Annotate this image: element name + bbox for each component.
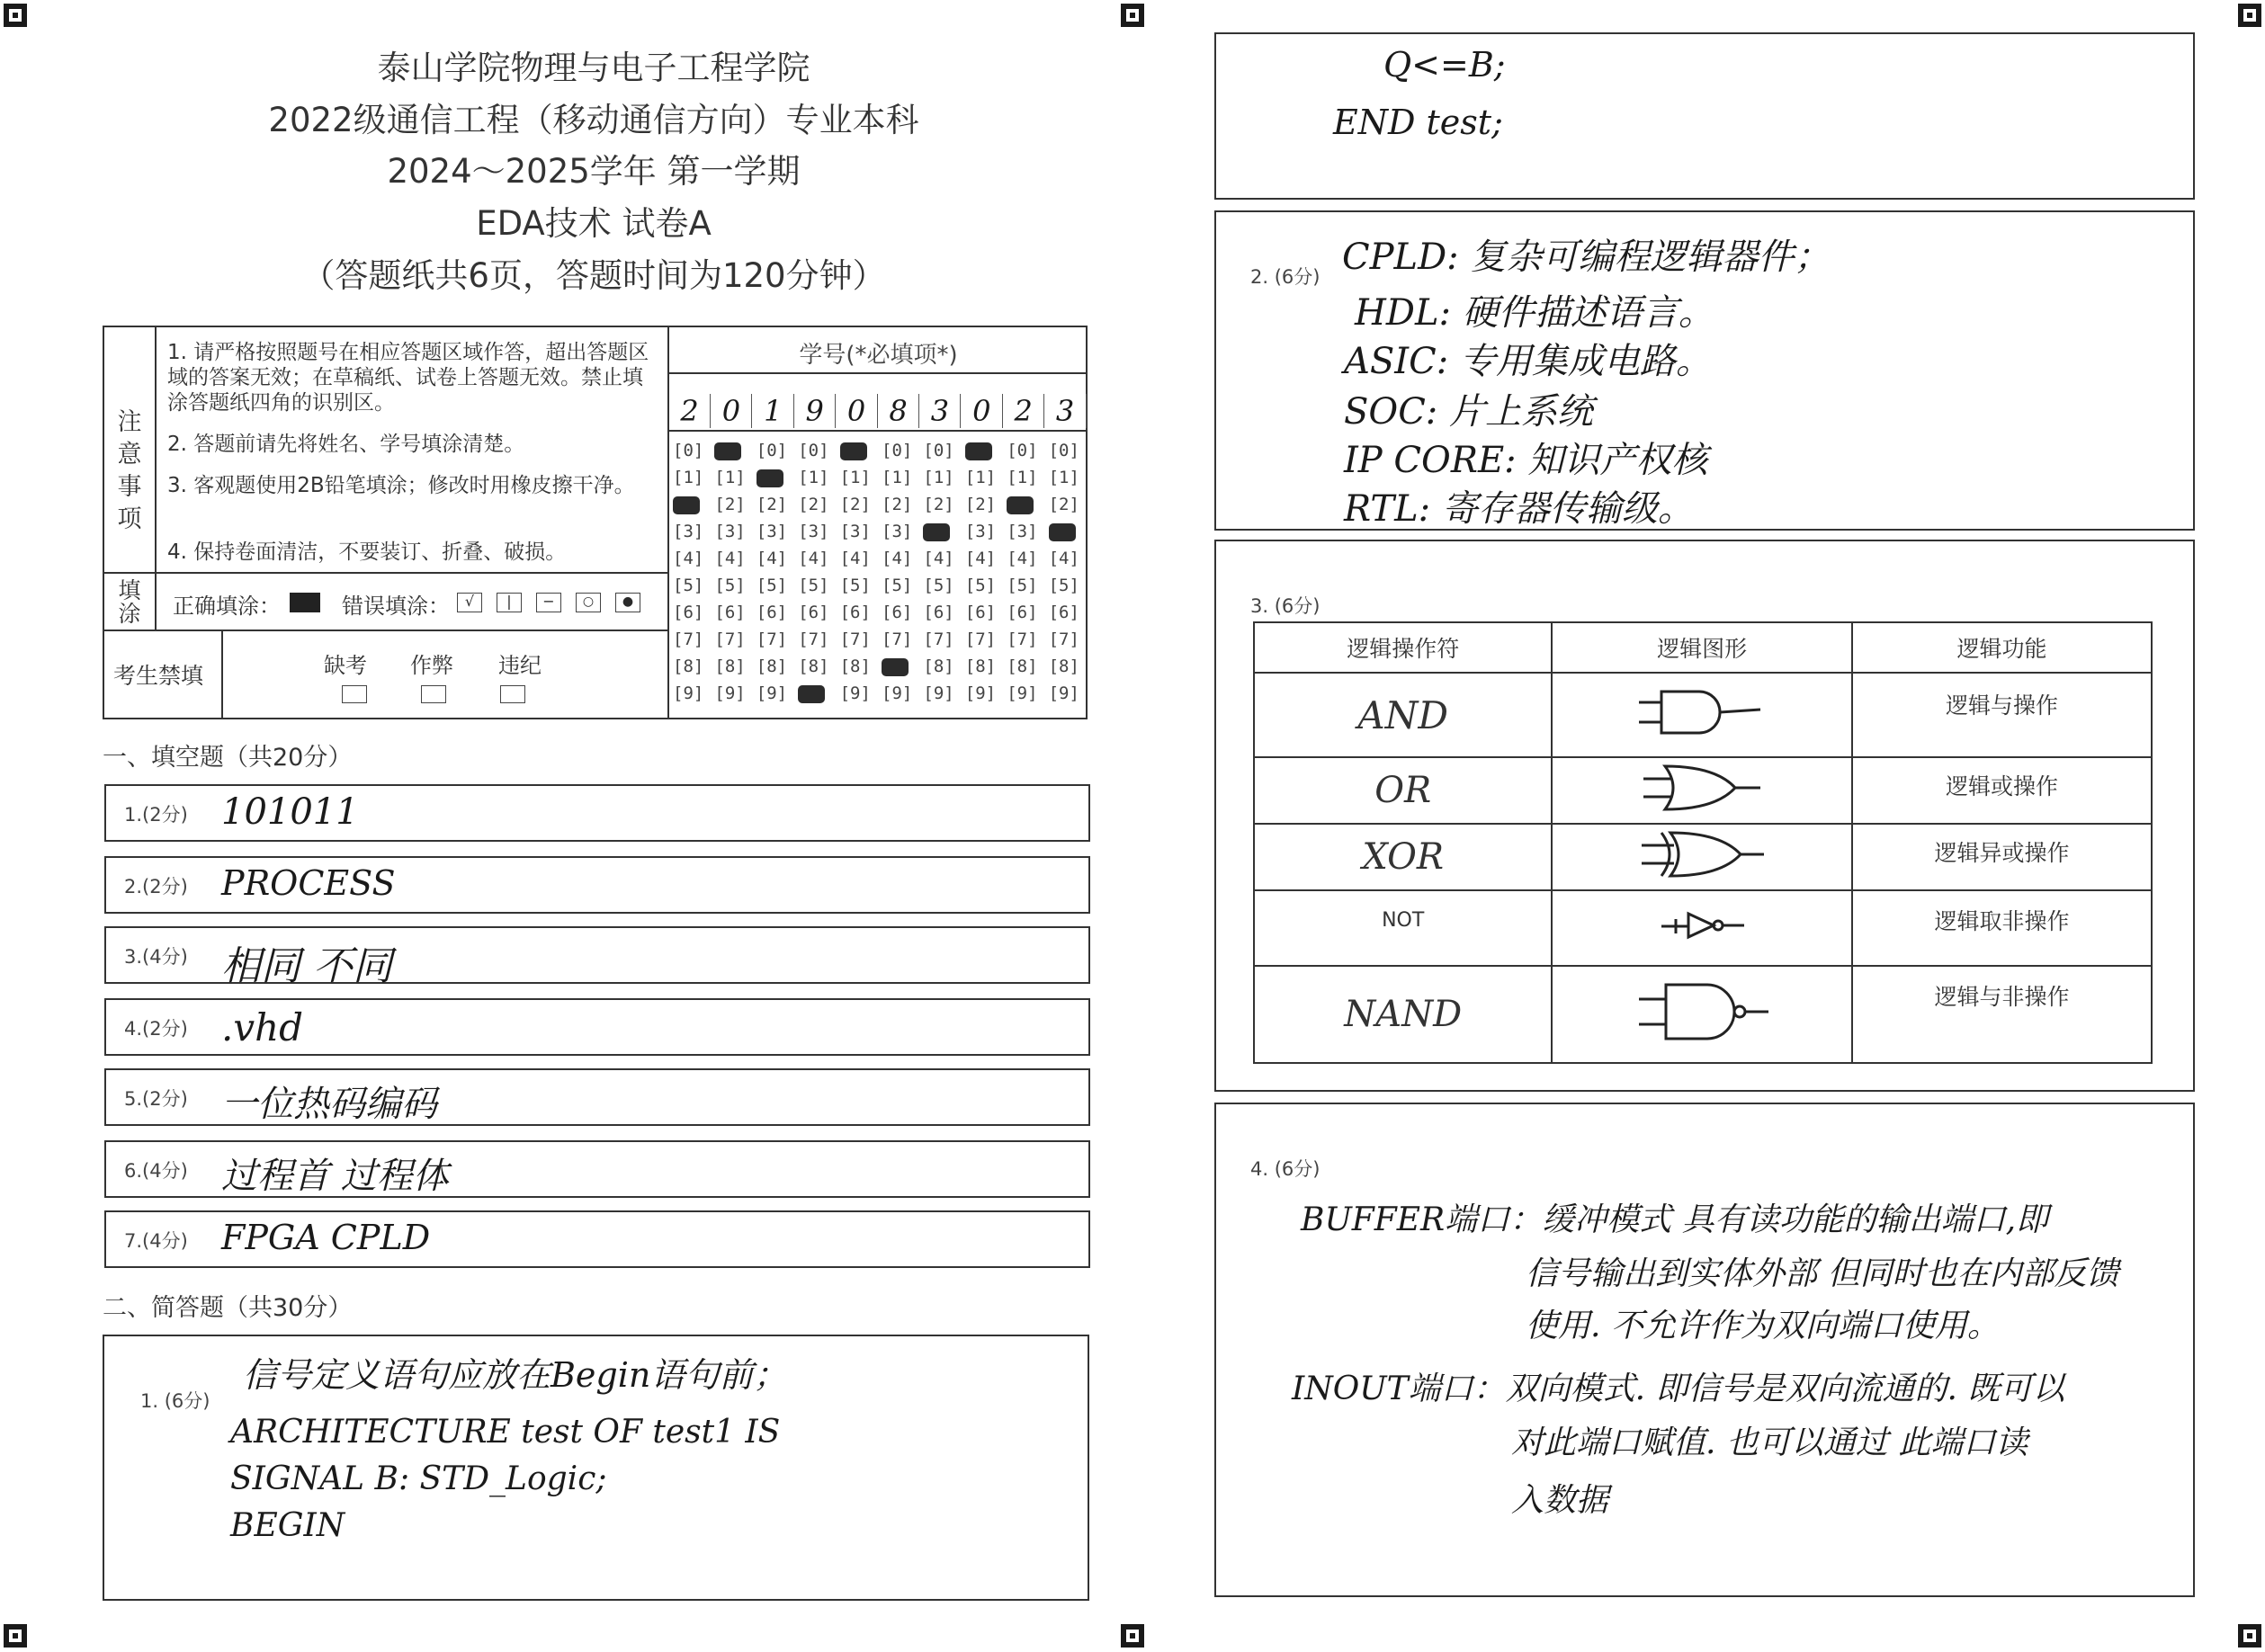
logic-op-or: OR [1254,757,1552,824]
header-exam: EDA技术 试卷A [476,204,712,243]
q1-line-1: 信号定义语句应放在Begin语句前； [243,1355,788,1395]
student-id-bubble[interactable]: [7] [882,630,913,649]
fill-blank-answer-1: 101011 [221,791,359,833]
student-id-bubble[interactable]: [4] [964,549,997,568]
notice-item-3: 3. 客观题使用2B铅笔填涂；修改时用橡皮擦干净。 [167,474,635,497]
student-id-bubble[interactable]: [0] [756,441,788,460]
student-id-filled-bubble[interactable] [798,685,825,703]
fill-blank-answer-7: FPGA CPLD [221,1218,431,1257]
corner-marker-top-left [4,4,27,27]
student-id-digit-7: 3 [919,394,961,428]
corner-marker-bottom-right [2238,1624,2261,1648]
correct-fill-label: 正确填涂： [173,594,281,619]
student-id-bubble[interactable]: [5] [673,576,704,595]
wrong-fill-label: 错误填涂： [342,594,450,619]
student-id-bubble[interactable]: [7] [798,630,829,649]
student-id-digit-9: 2 [1003,394,1044,428]
student-id-bubble[interactable]: [4] [798,549,829,568]
violation-checkbox[interactable] [500,685,525,703]
q4-label: 4. (6分) [1250,1158,1321,1180]
student-id-bubble[interactable]: [1] [839,468,871,487]
logic-func-not: 逻辑取非操作 [1852,890,2152,966]
q4-line-1: BUFFER端口：缓冲模式 具有读功能的输出端口,即 [1301,1201,2049,1238]
student-id-filled-bubble[interactable] [840,442,867,460]
student-id-bubble[interactable]: [6] [798,603,829,622]
student-id-bubble[interactable]: [4] [839,549,871,568]
forbidden-label: 考生禁填 [113,663,204,689]
student-id-bubble[interactable]: [2] [923,495,954,514]
fill-blank-label-5: 5.(2分) [124,1088,188,1110]
q2-line-1: CPLD: 复杂可编程逻辑器件； [1342,237,1831,278]
forbidden-absent-label: 缺考 [324,653,367,678]
fill-blank-answer-2: PROCESS [221,863,396,903]
student-id-bubble[interactable]: [0] [798,441,829,460]
student-id-bubble[interactable]: [7] [923,630,954,649]
fill-blank-box-3[interactable] [104,926,1090,989]
student-id-digit-1: 2 [669,394,711,428]
logic-header-operator: 逻辑操作符 [1254,622,1552,673]
fill-blank-label-6: 6.(4分) [124,1160,188,1182]
student-id-bubble[interactable]: [5] [756,576,788,595]
q4-line-5: 对此端口赋值. 也可以通过 此端口读 [1511,1424,2028,1461]
student-id-bubble[interactable]: [1] [882,468,913,487]
student-id-bubble[interactable]: [9] [839,683,871,703]
student-id-digit-8: 0 [962,394,1003,428]
q2-label: 2. (6分) [1250,266,1321,288]
student-id-bubble[interactable]: [3] [714,522,746,541]
student-id-bubble[interactable]: [9] [964,683,997,703]
student-id-bubble[interactable]: [5] [923,576,954,595]
student-id-bubble[interactable]: [8] [798,656,829,676]
not-gate-symbol [1552,890,1851,966]
corner-marker-top-center [1121,4,1144,27]
student-id-bubble[interactable]: [4] [714,549,746,568]
q4-line-3: 使用. 不允许作为双向端口使用。 [1526,1308,2000,1344]
student-id-bubble[interactable]: [6] [923,603,954,622]
student-id-bubble[interactable]: [9] [756,683,788,703]
student-id-bubble[interactable]: [3] [798,522,829,541]
student-id-bubble[interactable]: [3] [756,522,788,541]
and-gate-symbol [1552,673,1851,757]
student-id-bubble[interactable]: [1] [714,468,746,487]
fill-blank-label-4: 4.(2分) [124,1018,188,1040]
header-note: （答题纸共6页，答题时间为120分钟） [301,256,886,295]
xor-gate-symbol [1552,824,1851,890]
student-id-bubble[interactable]: [9] [882,683,913,703]
student-id-title: 学号(*必填项*) [799,342,958,369]
wrong-fill-sample-1: √ [457,593,482,612]
forbidden-cheat-label: 作弊 [410,653,453,678]
student-id-bubble[interactable]: [8] [714,656,746,676]
student-id-bubble[interactable]: [7] [714,630,746,649]
student-id-filled-bubble[interactable] [756,469,783,487]
fill-blank-box-1[interactable] [104,784,1090,842]
q1-label: 1. (6分) [140,1390,210,1412]
corner-marker-top-right [2238,4,2261,27]
fill-blank-answer-6: 过程首 过程体 [221,1156,449,1197]
student-id-bubble[interactable]: [6] [839,603,871,622]
q1-line-2: ARCHITECTURE test OF test1 IS [230,1414,781,1451]
student-id-bubble[interactable]: [4] [882,549,913,568]
q4-line-4: INOUT端口：双向模式. 即信号是双向流通的. 既可以 [1292,1371,2065,1407]
cheat-checkbox[interactable] [421,685,446,703]
student-id-filled-bubble[interactable] [965,442,992,460]
student-id-bubble[interactable]: [7] [673,630,704,649]
header-term: 2024～2025学年 第一学期 [387,152,801,191]
fill-blank-answer-4: .vhd [221,1005,304,1049]
wrong-fill-sample-2: | [497,593,522,612]
fill-blank-label-2: 2.(2分) [124,876,188,897]
notice-item-4: 4. 保持卷面清洁，不要装订、折叠、破损。 [167,540,567,564]
logic-func-or: 逻辑或操作 [1852,757,2152,824]
logic-op-and: AND [1254,673,1552,757]
student-id-bubble[interactable]: [0] [673,441,704,460]
notice-item-2: 2. 答题前请先将姓名、学号填涂清楚。 [167,433,525,456]
student-id-bubble[interactable]: [8] [1007,656,1038,676]
student-id-filled-bubble[interactable] [714,442,741,460]
q1-cont-line-1: Q<=B; [1383,45,1506,85]
absent-checkbox[interactable] [342,685,367,703]
student-id-bubble[interactable]: [0] [1048,441,1079,460]
logic-func-nand: 逻辑与非操作 [1852,966,2152,1063]
student-id-bubble[interactable]: [3] [964,522,997,541]
short-answer-box-4[interactable] [1214,1103,2195,1597]
fill-blank-answer-3: 相同 不同 [221,943,392,989]
student-id-bubble[interactable]: [6] [714,603,746,622]
student-id-bubble[interactable]: [0] [923,441,954,460]
student-id-bubble[interactable]: [1] [1007,468,1038,487]
student-id-bubble[interactable]: [4] [1048,549,1079,568]
q3-label: 3. (6分) [1250,595,1321,617]
student-id-bubble[interactable]: [2] [1048,495,1079,514]
fill-blank-label-3: 3.(4分) [124,946,188,968]
q1-line-3: SIGNAL B: STD_Logic; [230,1460,607,1497]
student-id-bubble[interactable]: [5] [882,576,913,595]
student-id-bubble[interactable]: [1] [673,468,704,487]
student-id-bubble[interactable]: [3] [839,522,871,541]
student-id-bubble[interactable]: [8] [673,656,704,676]
wrong-fill-sample-5: ● [615,593,640,612]
wrong-fill-sample-4: ○ [576,593,601,612]
student-id-bubble[interactable]: [9] [673,683,704,703]
short-answer-box-1[interactable] [103,1335,1089,1601]
student-id-digit-3: 1 [753,394,794,428]
student-id-bubble[interactable]: [4] [673,549,704,568]
student-id-bubble[interactable]: [8] [1048,656,1079,676]
notice-side-label: 注意事项 [117,408,142,533]
student-id-bubble[interactable]: [7] [839,630,871,649]
student-id-bubble[interactable]: [9] [923,683,954,703]
logic-header-function: 逻辑功能 [1852,622,2152,673]
student-id-bubble[interactable]: [1] [964,468,997,487]
forbidden-violation-label: 违纪 [498,653,542,678]
fill-blank-box-5[interactable] [104,1068,1090,1126]
fill-blank-label-7: 7.(4分) [124,1230,188,1252]
logic-op-xor: XOR [1254,824,1552,890]
student-id-digit-5: 0 [837,394,878,428]
student-id-bubble[interactable]: [5] [798,576,829,595]
student-id-bubble[interactable]: [2] [756,495,788,514]
student-id-bubble[interactable]: [3] [673,522,704,541]
student-id-bubble[interactable]: [5] [1007,576,1038,595]
wrong-fill-sample-3: − [536,593,561,612]
logic-op-not: NOT [1254,890,1552,966]
student-id-bubble[interactable]: [8] [964,656,997,676]
section1-title: 一、填空题（共20分） [103,744,353,772]
fill-blank-answer-5: 一位热码编码 [221,1084,437,1125]
student-id-bubble[interactable]: [8] [923,656,954,676]
notice-item-1: 1. 请严格按照题号在相应答题区域作答，超出答题区域的答案无效；在草稿纸、试卷上答题无效。禁止填涂答题纸四角的识别区。 [167,341,649,415]
student-id-bubble[interactable]: [7] [1048,630,1079,649]
student-id-bubble[interactable]: [6] [882,603,913,622]
student-id-bubble[interactable]: [1] [1048,468,1079,487]
logic-header-symbol: 逻辑图形 [1552,622,1851,673]
student-id-bubble[interactable]: [7] [964,630,997,649]
q2-line-5: IP CORE: 知识产权核 [1344,440,1708,481]
short-answer-box-2[interactable] [1214,210,2195,531]
q4-line-6: 入数据 [1511,1482,1609,1519]
student-id-bubble[interactable]: [6] [1007,603,1038,622]
student-id-digit-2: 0 [711,394,752,428]
student-id-bubble[interactable]: [5] [1048,576,1079,595]
q2-line-2: HDL: 硬件描述语言。 [1355,292,1714,334]
fill-blank-box-6[interactable] [104,1140,1090,1198]
header-school: 泰山学院物理与电子工程学院 [377,49,810,87]
fill-blank-box-2[interactable] [104,856,1090,914]
nand-gate-symbol [1552,966,1851,1063]
student-id-bubble[interactable]: [0] [1007,441,1038,460]
student-id-bubble[interactable]: [6] [756,603,788,622]
student-id-bubble[interactable]: [2] [964,495,997,514]
q2-line-4: SOC: 片上系统 [1344,391,1593,433]
student-id-digit-4: 9 [794,394,836,428]
student-id-bubble[interactable]: [4] [1007,549,1038,568]
student-id-bubble[interactable]: [3] [882,522,913,541]
student-id-bubble[interactable]: [6] [673,603,704,622]
logic-op-nand: NAND [1254,966,1552,1063]
student-id-bubble[interactable]: [5] [839,576,871,595]
section2-title: 二、简答题（共30分） [103,1294,353,1322]
header-major: 2022级通信工程（移动通信方向）专业本科 [268,101,919,139]
corner-marker-bottom-center [1121,1624,1144,1648]
q1-cont-line-2: END test; [1333,103,1503,142]
logic-table [1253,621,2153,1064]
student-id-filled-bubble[interactable] [1007,496,1034,514]
student-id-filled-bubble[interactable] [882,658,909,676]
student-id-bubble[interactable]: [0] [882,441,913,460]
student-id-bubble[interactable]: [2] [882,495,913,514]
fill-label: 填涂 [118,577,141,627]
or-gate-symbol [1552,757,1851,824]
student-id-filled-bubble[interactable] [1049,523,1076,541]
student-id-bubble[interactable]: [5] [964,576,997,595]
student-id-bubble[interactable]: [4] [923,549,954,568]
q2-line-6: RTL: 寄存器传输级。 [1344,488,1694,530]
fill-blank-label-1: 1.(2分) [124,804,188,826]
student-id-bubble[interactable]: [7] [756,630,788,649]
corner-marker-bottom-left [4,1624,27,1648]
student-id-bubble[interactable]: [4] [756,549,788,568]
student-id-filled-bubble[interactable] [673,496,700,514]
correct-fill-sample [290,593,320,612]
short-answer-box-1-continued[interactable] [1214,32,2195,200]
q4-line-2: 信号输出到实体外部 但同时也在内部反馈 [1526,1255,2119,1292]
logic-func-xor: 逻辑异或操作 [1852,824,2152,890]
student-id-bubble[interactable]: [3] [1007,522,1038,541]
logic-func-and: 逻辑与操作 [1852,673,2152,757]
student-id-bubble[interactable]: [6] [964,603,997,622]
student-id-bubble[interactable]: [8] [839,656,871,676]
student-id-bubble[interactable]: [2] [839,495,871,514]
student-id-bubble[interactable]: [1] [798,468,829,487]
student-id-bubble[interactable]: [2] [714,495,746,514]
student-id-bubble[interactable]: [1] [923,468,954,487]
student-id-bubble[interactable]: [7] [1007,630,1038,649]
fill-blank-box-7[interactable] [104,1210,1090,1268]
student-id-digit-6: 8 [878,394,919,428]
student-id-digit-10: 3 [1045,394,1087,428]
student-id-bubble[interactable]: [9] [1007,683,1038,703]
student-id-bubble[interactable]: [9] [1048,683,1079,703]
student-id-bubble[interactable]: [5] [714,576,746,595]
q1-line-4: BEGIN [230,1507,345,1544]
student-id-bubble[interactable]: [2] [798,495,829,514]
student-id-bubble[interactable]: [9] [714,683,746,703]
student-id-bubble[interactable]: [8] [756,656,788,676]
student-id-bubble[interactable]: [6] [1048,603,1079,622]
fill-blank-box-4[interactable] [104,998,1090,1056]
student-id-filled-bubble[interactable] [923,523,950,541]
q2-line-3: ASIC: 专用集成电路。 [1344,341,1712,382]
